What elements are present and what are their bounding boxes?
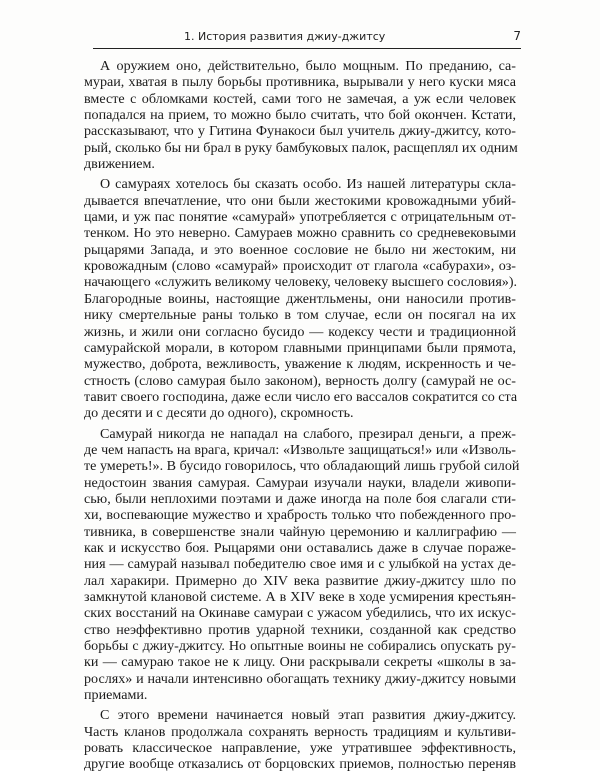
text-line: начающего «служить великому человеку, человеку высшего сословия»). [84,274,518,291]
body-text [84,58,520,777]
text-line: жизнь, и жили они согласно бусидо — кодексу чести и традиционной [84,323,516,340]
text-line: рослях» и начали интенсивно обогащать технику джиу-джитсу новыми [84,670,516,687]
paragraph [84,176,516,421]
text-line: Благородные воины, настоящие джентльмены, они наносили против- [84,290,516,307]
text-line: замкнутой клановой системе. А в XIV веке в ходе усмирения крестьян- [84,589,516,605]
text-line: мураи, хватая в пылу борьбы противника, вырывали у него куски мяса [84,74,516,91]
text-line: сью, были неплохими поэтами и даже иногда на поле боя слагали сти- [84,490,516,507]
text-line: ровать классическое направление, уже утратившее эффективность, [84,740,516,757]
text-line: лал харакири. Примерно до XIV века развитие джиу-джитсу шло по [84,572,516,589]
text-line: Самурай никогда не нападал на слабого, презирал деньги, а преж- [100,425,516,442]
text-line: тивника, в совершенстве знали чайную церемонию и каллиграфию — [84,523,516,540]
paragraph [84,425,520,704]
paragraph [84,58,516,172]
page-number: 7 [513,29,521,43]
text-line: кровожадным (слово «самурай» происходит от глагола «сабурахи», оз- [84,258,516,275]
text-line: до десяти и с десяти до одного), скромность. [84,405,354,422]
text-line: хи, воспевающие мужество и храбрость только что побежденного про- [84,507,516,524]
text-line: тавит своего господина, даже если число его вассалов сократится со ста [84,388,518,405]
text-line: приемами. [84,687,148,704]
text-line: ство неэффективно против ударной техники, созданной как средство [84,621,516,638]
text-line: стность (слово самурая было законом), верность долгу (самурай не ос- [84,372,516,389]
text-line: Часть кланов продолжала сохранять верность традициям и культиви- [84,723,516,740]
text-line: вместе с обломками костей, сами того не замечая, а уж если человек [84,90,516,107]
text-line: тенком. Но это неверно. Самураев можно сравнить со средневековыми [84,225,516,242]
text-line: рассказывают, что у Гитина Фунакоси был учитель джиу-джитсу, кото- [84,123,516,140]
text-line: рыцарями Запада, и это военное сословие не было ни жестоким, ни [84,241,516,258]
text-line: мужество, доброта, вежливость, уважение к людям, искренность и че- [84,356,516,373]
paragraph [84,707,516,772]
text-line: дывается впечатление, что они были жестокими кровожадными убий- [84,192,516,209]
chapter-title: 1. История развития джиу-джитсу [184,30,386,43]
text-line: ки — самураю такое не к лицу. Они раскрывали секреты «школы в за- [84,654,516,671]
text-line: борьбы с джиу-джитсу. Но опытные воины не собирались опускать ру- [84,638,516,655]
text-line: ских восстаний на Окинаве самураи с ужасом убедились, что их искус- [84,605,516,622]
text-line: ния — самурай называл победителю свое имя и с улыбкой на устах де- [84,556,516,573]
running-header [93,26,521,49]
text-line: цами, и уж пас понятие «самурай» употребляется с отрицательным от- [84,209,516,226]
text-line: самурайской морали, в котором главными принципами были прямота, [84,339,516,356]
text-line: рый, сколько бы ни брал в руку бамбуковых палок, расщеплял их одним [84,139,518,156]
text-line: нику смертельные раны только в том случае, если он посягал на их [84,307,516,324]
text-line: другие вообще отказались от борцовских приемов, полностью переняв [84,756,516,773]
text-line: С этого времени начинается новый этап развития джиу-джитсу. [100,707,516,724]
text-line: де чем напасть на врага, кричал: «Извольте защищаться!» или «Изволь- [84,441,516,458]
text-line: попадался на прием, то можно было считать, что бой окончен. Кстати, [84,107,516,124]
text-line: О самураях хотелось бы сказать особо. Из нашей литературы скла- [100,176,516,193]
text-line: как и искусство боя. Рыцарями они оставались даже в случае пораже- [84,539,516,556]
text-line: те умереть!». В бусидо говорилось, что обладающий лишь грубой силой [84,458,520,475]
text-line: А оружием оно, действительно, было мощным. По преданию, са- [100,58,516,74]
text-line: недостоин звания самурая. Самураи изучали науки, владели живопи- [84,474,516,491]
text-line: движением. [84,156,155,173]
